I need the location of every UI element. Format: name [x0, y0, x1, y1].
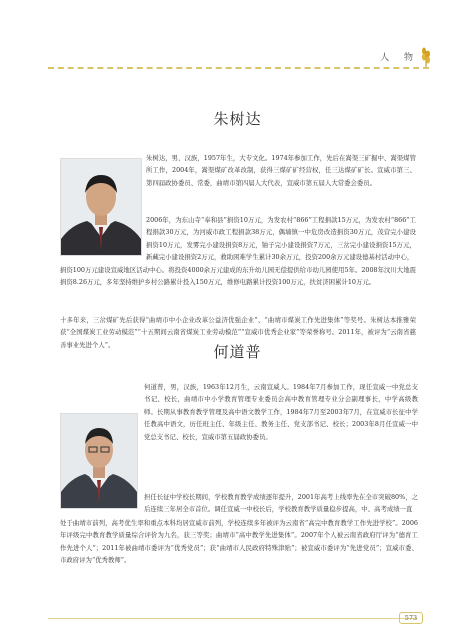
- bio-paragraph: 何道普，男，汉族，1963年12月生，云南宣威人。1984年7月参加工作，现任宣威一中党总支书记、校长，曲靖市中小学教育管理专业委员会高中教育管理专业分会副理事长，中学高级教师。长期从事教育教学管理及高中语文教学工作，1984年7月至2003年7月，在宣威市长征中学任教高中语文，历任班主任、年级主任、教务主任、党支部书记、校长；2003年8月任宣威一中党总支书记、校长，宣威市第五届政协委员。: [144, 383, 418, 441]
- portrait-photo: [60, 413, 138, 509]
- bio-paragraph: 十多年来，三岔煤矿先后获得“曲靖市中小企业改革公益济优强企业”、“曲靖市煤炭工作先进集体”等奖号。朱树达本推雅荣获“全国煤炭工业劳动模范”“十五期间云南省煤炭工业劳动模范”“宣威市优秀企业家”等荣誉称号。2011年，被评为“云南省慈善事业先进个人”。: [60, 316, 416, 349]
- footer-divider: [48, 618, 417, 619]
- bio-paragraph: 担任长征中学校长期间，学校教育教学成绩逐年提升，2001年高考上线率先在全市突破80%，之后连续三年居全市首位。调任宣威一中校长后，学校教育教学质量稳步提高，中、高考成绩一直: [144, 493, 418, 514]
- bio-name: 何道普: [213, 343, 262, 361]
- bio-paragraph-continuation: 处于曲靖市前列，高考优生率和重点本科均居宣威市前列，学校连续多年被评为云南省“高完中教育教学工作先进学校”。2006年评级完中教育教学质量综合评价为九名，获三等奖；曲靖市“高中教学先进集体”。2007年个人被云南省政府厅评为“德育工作先进个人”；2011年被曲靖市委评为“优秀党员”；获“曲靖市人民政府特殊津贴”；被宣威市委评为“先进党员”；宣威市委、市政府评为“优秀教师”。: [60, 519, 418, 565]
- bio-name: 朱树达: [213, 110, 262, 128]
- header-divider: [48, 67, 429, 69]
- bio-paragraph: 2006年，为东山寺“奉和县”捐资10万元，为发农村“866”工程捐款15万元，为发农村“866”工程捐款30万元，为河威市政工程捐款38万元，偶墙镇一中危房改造捐资30万元，茂营完小建设捐资10万元，发雾完小建设捐资8万元，铀子完小建设捐资7万元，三岔完小建设捐资15万元，新藏完小建设捐资2万元，救助困难学生累计30余万元，投资200余万元建设德基村活动中心，: [146, 216, 416, 262]
- portrait-photo: [60, 158, 142, 256]
- section-header: 人 物: [380, 53, 419, 63]
- wheat-icon: [419, 45, 433, 69]
- bio-paragraph-continuation: 捐资100万元建设宣威地区活动中心。将投资4000余万元建成的东升幼儿园无偿提供给市幼儿园使用5年。2008年汶川大地震捐资8.26万元，多年坚持维护乡村公路累计投入150万元，维修电路累计投资100万元，扶贫济困累计10万元。: [60, 266, 416, 287]
- page-number: 573: [399, 612, 423, 624]
- bio-paragraph: 朱树达，男，汉族，1957年生，大专文化。1974年参加工作，先后在嵩渠三矿掘中、嵩渠煤管所工作，2004年，嵩渠煤矿改革改制，获得三煤矿矿经营权，任三达煤矿矿长。宣威市第三、第四届政协委员、常委，曲靖市第四届人大代表，宣威市第五届人大常委会委员。: [146, 154, 416, 187]
